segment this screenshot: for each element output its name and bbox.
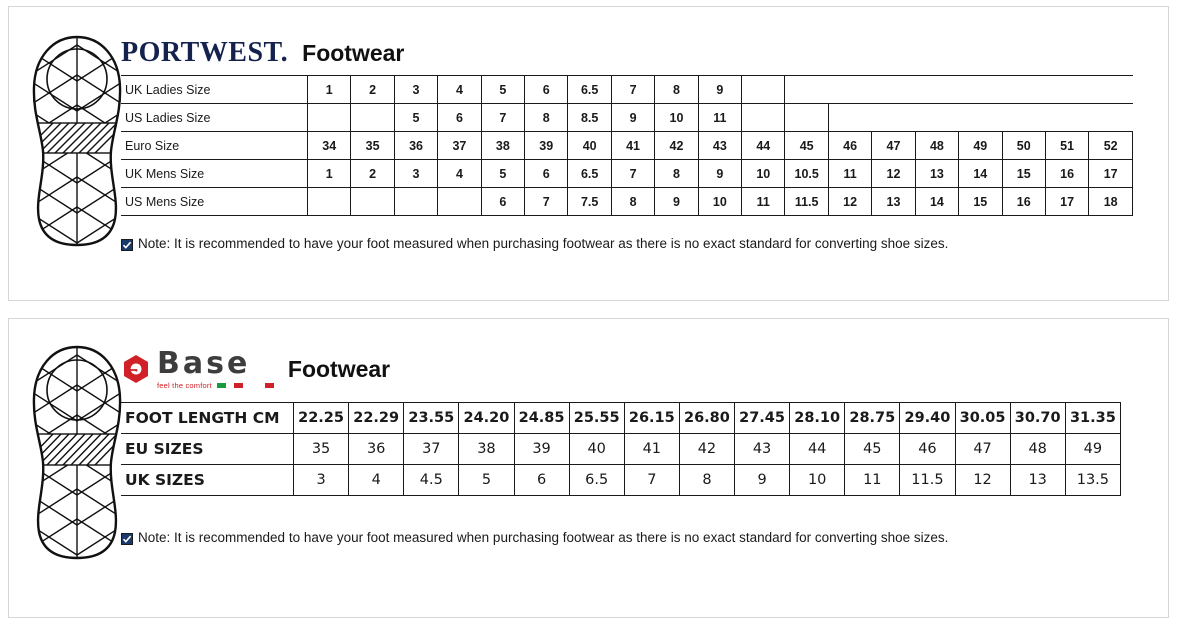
cell: 8	[611, 188, 654, 216]
row-label: EU SIZES	[121, 433, 294, 464]
cell: 36	[394, 132, 437, 160]
cell: 38	[459, 433, 514, 464]
cell: 12	[872, 160, 915, 188]
row-label: US Ladies Size	[121, 104, 308, 132]
cell: 50	[1002, 132, 1045, 160]
base-note	[121, 530, 1151, 545]
cell: 7	[624, 464, 679, 495]
cell: 7.5	[568, 188, 611, 216]
cell: 16	[1045, 160, 1088, 188]
row-label: FOOT LENGTH CM	[121, 402, 294, 433]
table-row	[121, 104, 1133, 132]
base-header	[121, 346, 1151, 390]
row-label: UK SIZES	[121, 464, 294, 495]
cell: 35	[351, 132, 394, 160]
cell: 2	[351, 160, 394, 188]
cell: 7	[525, 188, 568, 216]
table-row	[121, 76, 1133, 104]
cell: 48	[915, 132, 958, 160]
cell: 16	[1002, 188, 1045, 216]
cell: 47	[955, 433, 1010, 464]
base-tagline: feel the comfort	[157, 381, 212, 390]
cell: 47	[872, 132, 915, 160]
cell: 26.15	[624, 402, 679, 433]
cell: 14	[915, 188, 958, 216]
cell	[872, 76, 915, 104]
cell	[1045, 76, 1088, 104]
portwest-logo	[121, 39, 288, 67]
cell: 13	[872, 188, 915, 216]
cell: 10	[698, 188, 741, 216]
cell: 43	[735, 433, 790, 464]
cell	[959, 76, 1002, 104]
cell: 40	[568, 132, 611, 160]
cell	[1002, 104, 1045, 132]
check-box-icon	[121, 533, 133, 545]
cell: 5	[481, 76, 524, 104]
cell: 8	[655, 76, 698, 104]
check-box-icon	[121, 239, 133, 251]
italian-flag-icon	[217, 383, 243, 388]
cell: 4.5	[404, 464, 459, 495]
cell: 11	[845, 464, 900, 495]
cell: 1	[308, 76, 351, 104]
base-size-chart-panel	[8, 318, 1169, 618]
cell	[742, 104, 785, 132]
cell	[351, 188, 394, 216]
cell: 14	[959, 160, 1002, 188]
cell: 4	[438, 76, 481, 104]
cell: 13	[915, 160, 958, 188]
cell: 37	[438, 132, 481, 160]
cell: 7	[611, 76, 654, 104]
cell: 8.5	[568, 104, 611, 132]
base-size-table	[121, 402, 1121, 496]
cell: 11.5	[900, 464, 955, 495]
cell: 9	[698, 160, 741, 188]
cell: 8	[679, 464, 734, 495]
cell: 36	[349, 433, 404, 464]
cell	[785, 104, 828, 132]
cell: 11	[742, 188, 785, 216]
cell: 49	[959, 132, 1002, 160]
cell: 8	[655, 160, 698, 188]
cell: 3	[394, 76, 437, 104]
table-row	[121, 132, 1133, 160]
cell: 11	[828, 160, 871, 188]
shoe-sole-icon	[31, 35, 123, 247]
cell	[394, 188, 437, 216]
cell	[959, 104, 1002, 132]
table-row	[121, 464, 1121, 495]
cell	[872, 104, 915, 132]
row-label: US Mens Size	[121, 188, 308, 216]
cell	[742, 76, 785, 104]
cell: 10	[655, 104, 698, 132]
cell: 30.70	[1010, 402, 1065, 433]
cell	[1002, 76, 1045, 104]
cell: 6	[525, 76, 568, 104]
cell: 6	[438, 104, 481, 132]
cell	[828, 104, 871, 132]
cell: 6	[514, 464, 569, 495]
portwest-logo-dot: .	[280, 37, 289, 68]
base-logo-text: Base	[157, 346, 251, 381]
cell: 24.20	[459, 402, 514, 433]
cell: 42	[655, 132, 698, 160]
cell: 4	[438, 160, 481, 188]
cell: 46	[828, 132, 871, 160]
cell: 10	[790, 464, 845, 495]
cell: 13.5	[1065, 464, 1120, 495]
cell	[915, 76, 958, 104]
cell: 4	[349, 464, 404, 495]
cell	[1089, 76, 1133, 104]
cell: 6	[525, 160, 568, 188]
cell: 7	[611, 160, 654, 188]
cell: 10	[742, 160, 785, 188]
cell: 30.05	[955, 402, 1010, 433]
cell: 38	[481, 132, 524, 160]
cell: 9	[698, 76, 741, 104]
cell: 12	[828, 188, 871, 216]
row-label: Euro Size	[121, 132, 308, 160]
cell	[915, 104, 958, 132]
cell: 7	[481, 104, 524, 132]
cell: 37	[404, 433, 459, 464]
cell	[308, 104, 351, 132]
cell: 27.45	[735, 402, 790, 433]
cell: 43	[698, 132, 741, 160]
cell: 25.55	[569, 402, 624, 433]
cell: 45	[845, 433, 900, 464]
cell: 28.75	[845, 402, 900, 433]
table-row	[121, 160, 1133, 188]
table-row	[121, 402, 1121, 433]
cell: 49	[1065, 433, 1120, 464]
cell: 6.5	[568, 76, 611, 104]
italian-flag-icon	[248, 383, 274, 388]
cell: 18	[1089, 188, 1133, 216]
cell: 10.5	[785, 160, 828, 188]
cell: 17	[1045, 188, 1088, 216]
portwest-note	[121, 236, 1151, 251]
cell: 34	[308, 132, 351, 160]
portwest-logo-text: PORTWEST	[121, 37, 281, 68]
base-logo	[121, 346, 274, 390]
cell: 13	[1010, 464, 1065, 495]
row-label: UK Ladies Size	[121, 76, 308, 104]
cell: 6.5	[569, 464, 624, 495]
cell	[1045, 104, 1088, 132]
base-hexagon-icon	[121, 354, 151, 384]
cell: 6.5	[568, 160, 611, 188]
cell: 9	[611, 104, 654, 132]
shoe-sole-icon	[31, 345, 123, 560]
cell	[308, 188, 351, 216]
cell: 9	[655, 188, 698, 216]
cell: 40	[569, 433, 624, 464]
cell: 45	[785, 132, 828, 160]
cell: 8	[525, 104, 568, 132]
cell: 41	[624, 433, 679, 464]
cell: 5	[394, 104, 437, 132]
cell: 44	[790, 433, 845, 464]
cell: 42	[679, 433, 734, 464]
portwest-note-text: Note: It is recommended to have your foot measured when purchasing footwear as there is no exact standard for converting shoe sizes.	[138, 236, 949, 251]
cell: 41	[611, 132, 654, 160]
cell: 48	[1010, 433, 1065, 464]
base-note-text: Note: It is recommended to have your foot measured when purchasing footwear as there is no exact standard for converting shoe sizes.	[138, 529, 949, 545]
table-row	[121, 433, 1121, 464]
cell: 29.40	[900, 402, 955, 433]
cell: 11.5	[785, 188, 828, 216]
portwest-size-table	[121, 75, 1133, 216]
cell: 12	[955, 464, 1010, 495]
cell: 3	[394, 160, 437, 188]
cell: 28.10	[790, 402, 845, 433]
cell: 31.35	[1065, 402, 1120, 433]
portwest-header	[121, 39, 1151, 67]
cell	[351, 104, 394, 132]
cell: 1	[308, 160, 351, 188]
cell: 5	[481, 160, 524, 188]
cell: 39	[514, 433, 569, 464]
cell: 35	[294, 433, 349, 464]
cell: 39	[525, 132, 568, 160]
portwest-title: Footwear	[302, 40, 405, 66]
cell	[1089, 104, 1133, 132]
cell: 46	[900, 433, 955, 464]
cell: 23.55	[404, 402, 459, 433]
cell: 2	[351, 76, 394, 104]
cell: 11	[698, 104, 741, 132]
cell: 6	[481, 188, 524, 216]
cell: 22.25	[294, 402, 349, 433]
cell: 44	[742, 132, 785, 160]
cell	[785, 76, 828, 104]
cell: 3	[294, 464, 349, 495]
cell: 26.80	[679, 402, 734, 433]
cell: 22.29	[349, 402, 404, 433]
cell: 9	[735, 464, 790, 495]
cell: 24.85	[514, 402, 569, 433]
base-title: Footwear	[287, 355, 391, 382]
cell: 15	[1002, 160, 1045, 188]
cell: 15	[959, 188, 1002, 216]
cell: 52	[1089, 132, 1133, 160]
cell	[438, 188, 481, 216]
row-label: UK Mens Size	[121, 160, 308, 188]
cell: 17	[1089, 160, 1133, 188]
cell	[828, 76, 871, 104]
portwest-size-chart-panel	[8, 6, 1169, 301]
table-row	[121, 188, 1133, 216]
cell: 5	[459, 464, 514, 495]
cell: 51	[1045, 132, 1088, 160]
